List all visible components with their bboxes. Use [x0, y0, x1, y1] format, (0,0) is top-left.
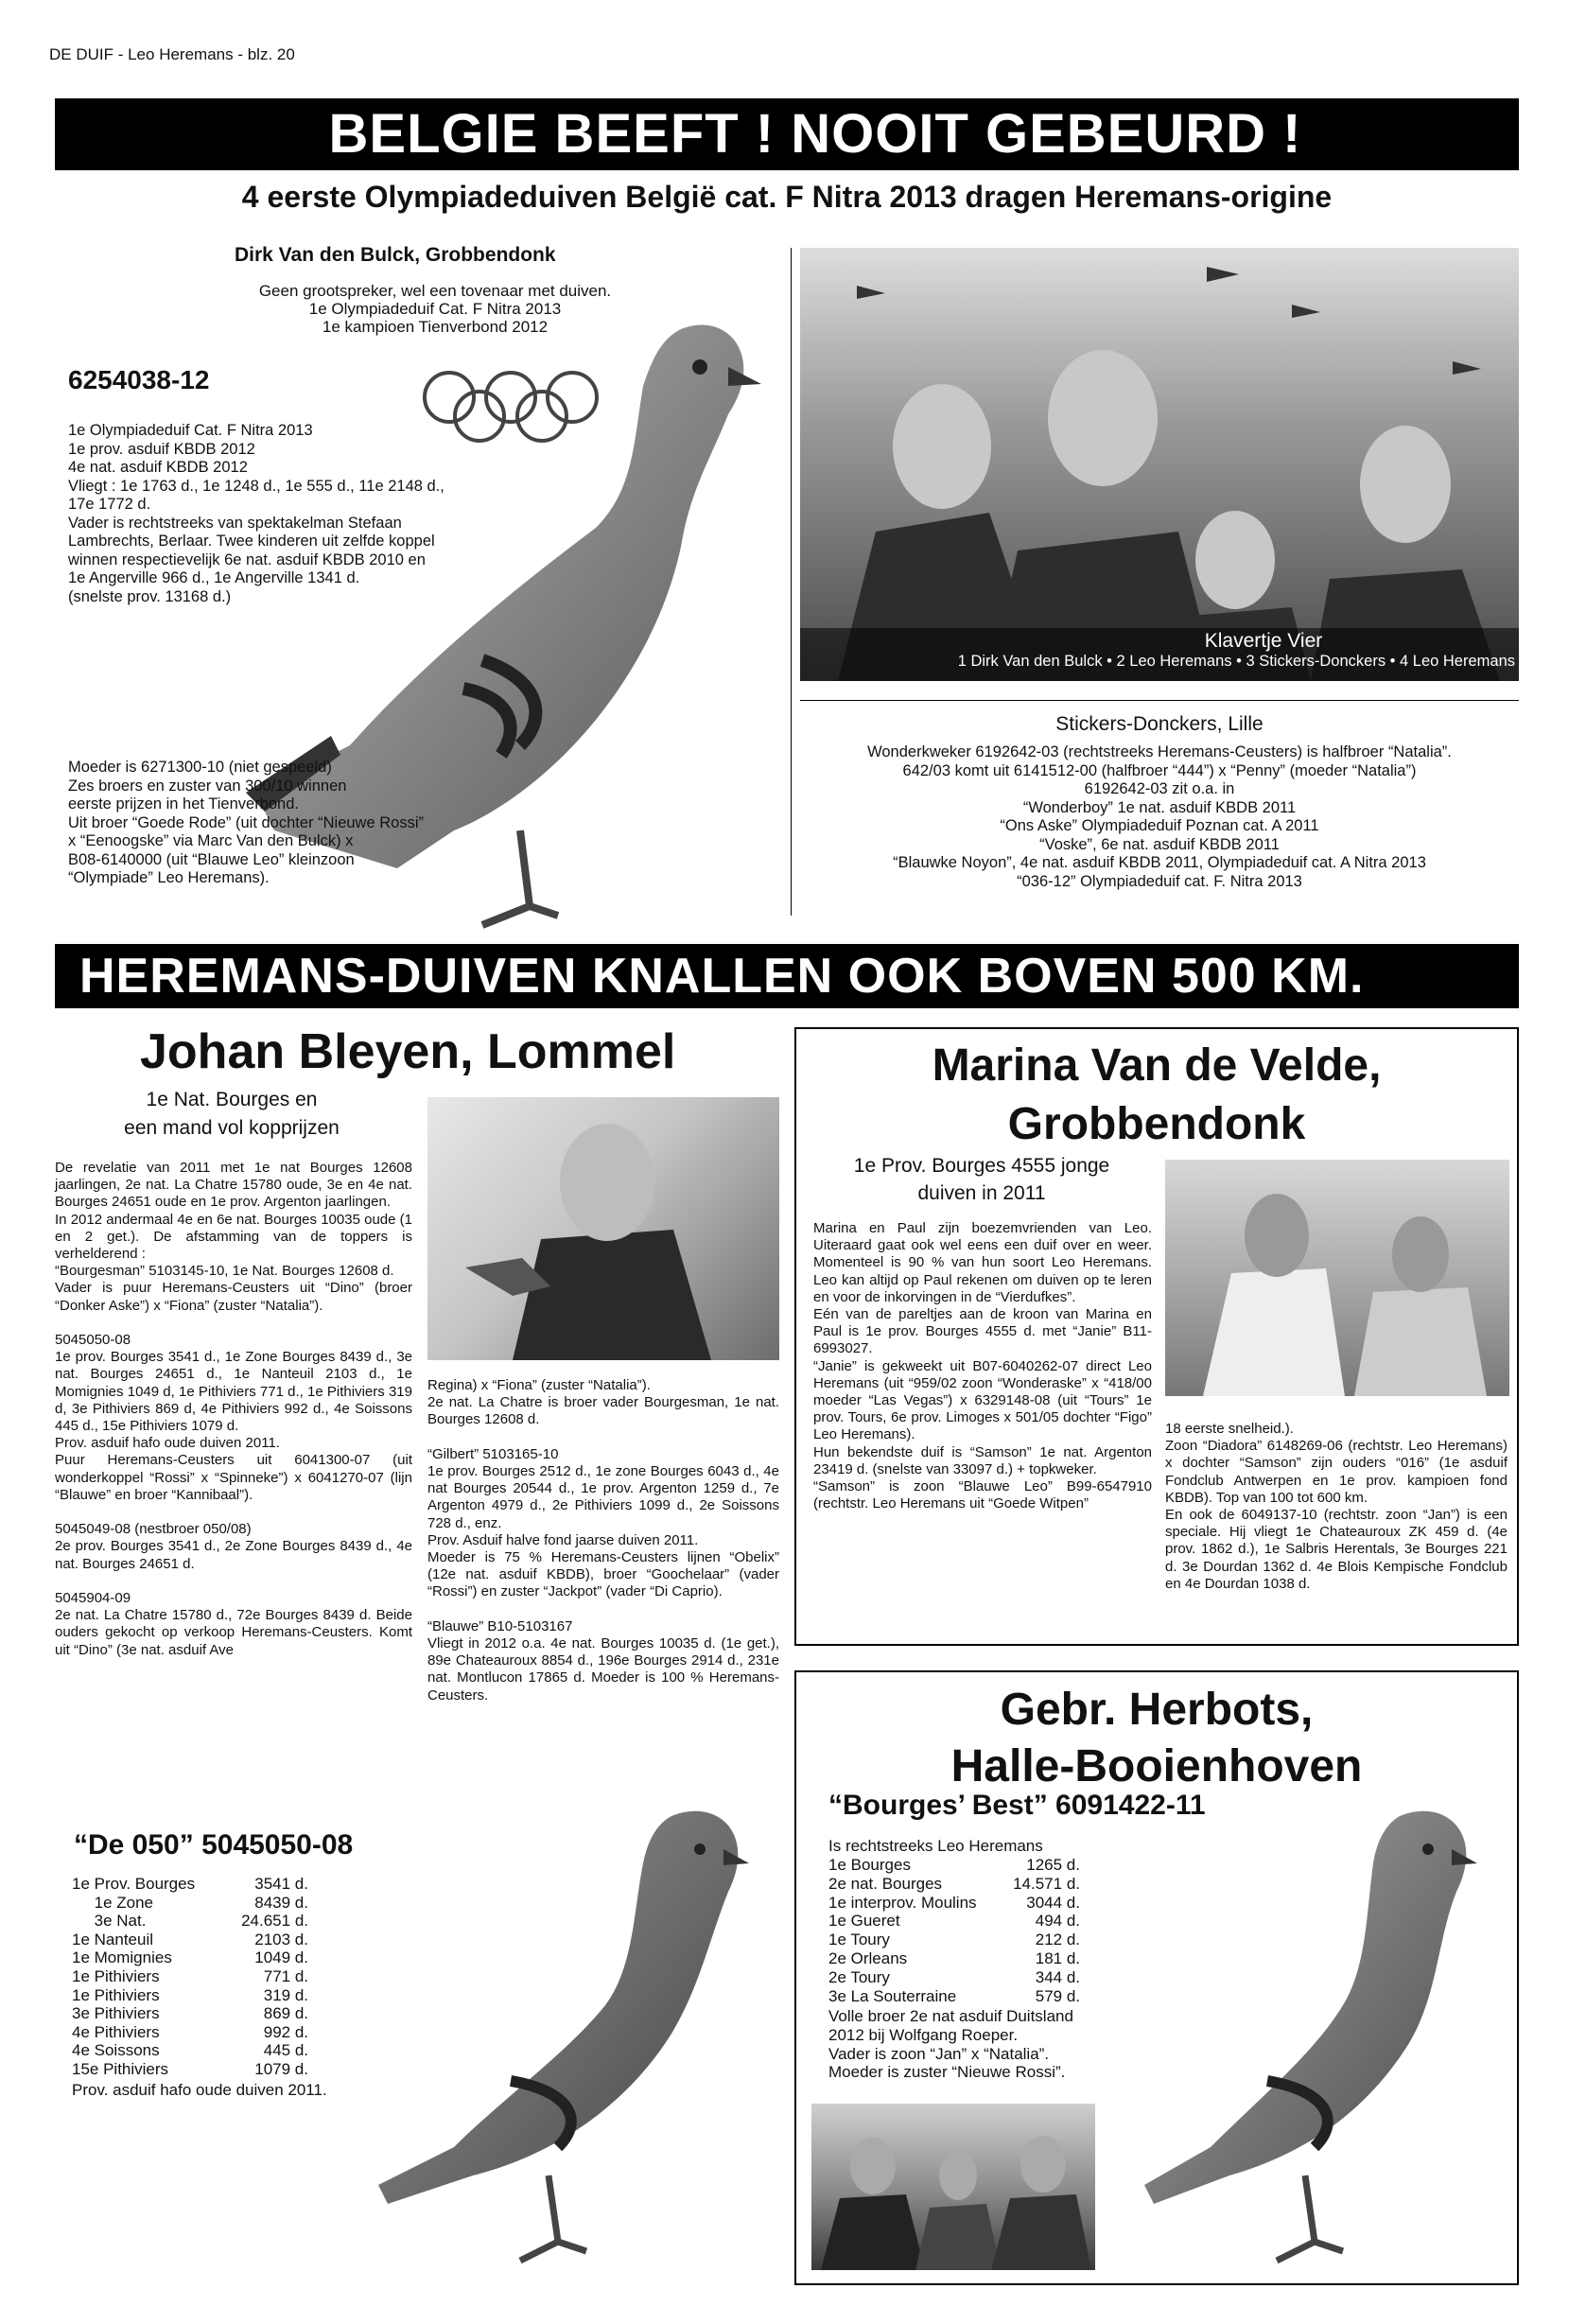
johan-tagline-line: 1e Nat. Bourges en [146, 1089, 318, 1110]
marina-photo-figures [1165, 1160, 1509, 1396]
dirk-mother-line: Uit broer “Goede Rode” (uit dochter “Nieuwe Rossi” [68, 813, 424, 831]
dirk-detail-line: winnen respectievelijk 6e nat. asduif KBDB 2010 en [68, 550, 426, 568]
row-label: 1e Nanteuil [72, 1930, 154, 1948]
dirk-detail-line: 1e Olympiadeduif Cat. F Nitra 2013 [68, 422, 313, 439]
stickers-line: “Voske”, 6e nat. asduif KBDB 2011 [1039, 835, 1280, 853]
herbots-table [828, 1856, 1080, 2005]
row-value: 3541 d. [254, 1875, 308, 1893]
dirk-details [68, 422, 541, 606]
subheadline: 4 eerste Olympiadeduiven België cat. F Nitra 2013 dragen Heremans-origine [241, 180, 1333, 214]
row-value: 212 d. [1035, 1931, 1080, 1949]
de050-table [72, 1875, 308, 2079]
johan-photo [427, 1097, 779, 1360]
running-head: DE DUIF - Leo Heremans - blz. 20 [49, 45, 295, 63]
table-row [828, 1931, 1080, 1949]
dirk-detail-line: Vliegt : 1e 1763 d., 1e 1248 d., 1e 555 d., 11e 2148 d., [68, 477, 444, 495]
dirk-intro-line: 1e Olympiadeduif Cat. F Nitra 2013 [308, 300, 562, 318]
marina-name-line: Grobbendonk [1007, 1099, 1306, 1149]
row-label: 1e Zone [72, 1893, 153, 1912]
pigeon-illustration-de050 [359, 1797, 785, 2270]
johan-photo-figure [427, 1097, 779, 1360]
row-value: 24.651 d. [241, 1912, 308, 1931]
row-value: 771 d. [263, 1966, 308, 1985]
herbots-name-line: Halle-Booienhoven [950, 1741, 1363, 1791]
marina-name [796, 1037, 1517, 1154]
johan-column-2: Regina) x “Fiona” (zuster “Natalia”). 2e nat. La Chatre is broer vader Bourgesman, 1e nat. Bourges 12608 d. “Gilbert” 5103165-10 1e prov. Bourges 2512 d., 1e zone Bourges 6043 d., 4e nat Bourges 20544 d., 1e prov. Argenton 1259 d., 7e Argenton 4979 d., 2e Pithiviers 1099 d., 2e Soissons 728 d., enz. Prov. Asduif halve fond jaarse duiven 2011. Moeder is 75 % Heremans-Ceusters lijnen “Obelix” (12e nat. asduif KBDB), broer “Goochelaar” (vader “Rossi”) en zuster “Jackpot” (vader “Di Caprio). “Blauwe” B10-5103167 Vliegt in 2012 o.a. 4e nat. Bourges 10035 d. (1e get.), 89e Chateauroux 8854 d., 196e Bourges 2914 d., 231e nat. Montlucon 17865 d. Moeder is 100 % Heremans-Ceusters. [427, 1377, 779, 1704]
herbots-name [796, 1682, 1517, 1795]
row-value: 1079 d. [254, 2059, 308, 2078]
stickers-line: “Blauwke Noyon”, 4e nat. asduif KBDB 2011, Olympiadeduif cat. A Nitra 2013 [893, 854, 1426, 871]
row-value: 494 d. [1035, 1912, 1080, 1931]
row-value: 1265 d. [1026, 1856, 1080, 1874]
dirk-detail-line: Lambrechts, Berlaar. Twee kinderen uit zelfde koppel [68, 533, 435, 550]
herbots-pigeon-title: “Bourges’ Best” 6091422-11 [828, 1790, 1206, 1821]
caption-sub: 1 Dirk Van den Bulck • 2 Leo Heremans • 3 Stickers-Donckers • 4 Leo Heremans [957, 653, 1515, 670]
stickers-line: 642/03 komt uit 6141512-00 (halfbroer “444”) x “Penny” (moeder “Natalia”) [902, 761, 1417, 779]
table-row [72, 1875, 308, 1894]
row-value: 14.571 d. [1013, 1874, 1080, 1893]
stickers-line: “036-12” Olympiadeduif cat. F. Nitra 2013 [1017, 872, 1302, 890]
table-row [828, 1987, 1080, 2006]
herbots-after-line: Vader is zoon “Jan” x “Natalia”. [828, 2044, 1050, 2063]
row-label: 1e interprov. Moulins [828, 1893, 977, 1912]
stickers-name: Stickers-Donckers, Lille [1055, 713, 1264, 735]
row-label: 3e Pithiviers [72, 2004, 160, 2023]
table-row [72, 2060, 308, 2079]
table-row [72, 1894, 308, 1913]
herbots-name-line: Gebr. Herbots, [1000, 1685, 1314, 1735]
row-label: 4e Pithiviers [72, 2022, 160, 2041]
dirk-mother-line: eerste prijzen in het Tienverbond. [68, 795, 299, 813]
table-row [72, 2023, 308, 2042]
herbots-after-line: 2012 bij Wolfgang Roeper. [828, 2025, 1019, 2044]
row-value: 3044 d. [1026, 1893, 1080, 1912]
table-row [828, 1856, 1080, 1875]
dirk-mother-line: “Olympiade” Leo Heremans). [68, 869, 270, 886]
dirk-detail-line: (snelste prov. 13168 d.) [68, 587, 232, 605]
row-label: 1e Prov. Bourges [72, 1875, 196, 1893]
row-value: 8439 d. [254, 1893, 308, 1912]
row-label: 15e Pithiviers [72, 2059, 169, 2078]
dirk-intro-line: 1e kampioen Tienverbond 2012 [322, 318, 549, 336]
dirk-detail-line: Vader is rechtstreeks van spektakelman Stefaan [68, 514, 402, 532]
stickers-line: “Ons Aske” Olympiadeduif Poznan cat. A 2011 [1000, 817, 1319, 834]
johan-tagline-line: een mand vol kopprijzen [124, 1117, 340, 1139]
caption-title: Klavertje Vier [1204, 630, 1323, 652]
dirk-detail-line: 1e Angerville 966 d., 1e Angerville 1341 d. [68, 569, 360, 586]
dirk-mother [68, 759, 522, 888]
stickers-line: 6192642-03 zit o.a. in [1084, 780, 1235, 797]
column-divider [791, 248, 792, 916]
row-value: 445 d. [263, 2041, 308, 2060]
row-label: 2e nat. Bourges [828, 1874, 943, 1893]
dirk-mother-line: x “Eenoogske” via Marc Van den Bulck) x [68, 832, 354, 849]
dirk-name: Dirk Van den Bulck, Grobbendonk [235, 244, 556, 266]
section-divider [800, 700, 1519, 701]
herbots-photo [811, 2104, 1095, 2270]
section-banner: HEREMANS-DUIVEN KNALLEN OOK BOVEN 500 KM. [55, 944, 1519, 1008]
johan-column-1: De revelatie van 2011 met 1e nat Bourges 12608 jaarlingen, 2e nat. La Chatre 15780 oude, 3e en 4e nat. Bourges 24651 oude en 1e prov. Argenton jaarlingen. In 2012 andermaal 4e en 6e nat. Bourges 10035 oude (1 en 2 get.). De afstamming van de toppers is verhelderend : “Bourgesman” 5103145-10, 1e Nat. Bourges 12608 d. Vader is puur Heremans-Ceusters uit “Dino” (broer “Donker Aske”) x “Fiona” (zuster “Natalia”). 5045050-08 1e prov. Bourges 3541 d., 1e Zone Bourges 8439 d., 3e nat. Bourges 24651 d., 1e Nanteuil 2103 d., 1e Momignies 1049 d, 1e Pithiviers 771 d., 1e Pithiviers 319 d, 3e Pithiviers 869 d, 4e Pithiviers 992 d., 4e Soissons 445 d., 15e Pithiviers 1079 d. Prov. asduif hafo oude duiven 2011. Puur Heremans-Ceusters uit 6041300-07 (uit wonderkoppel “Rossi” x “Spinneke”) x 6041270-07 (lijn “Blauwe” en broer “Kannibaal”). 5045049-08 (nestbroer 050/08) 2e prov. Bourges 3541 d., 2e Zone Bourges 8439 d., 4e nat. Bourges 24651 d. 5045904-09 2e nat. La Chatre 15780 d., 72e Bourges 8439 d. Beide ouders gekocht op verkoop Heremans-Ceusters. Komt uit “Dino” (3e nat. asduif Ave [55, 1160, 412, 1658]
marina-column-2: 18 eerste snelheid.). Zoon “Diadora” 6148269-06 (rechtstr. Leo Heremans) x dochter “Samson” zijn ouders “016” (1e asduif Fondclub Antwerpen en 1e prov. kampioen fond KBDB). Top van 100 tot 600 km. En ook de 6049137-10 (rechtstr. zoon “Jan”) is een speciale. Hij vliegt 1e Chateauroux ZK 459 d. (4e prov. 1862 d.), 1e Salbris Herentals, 3e Bourges 221 d. 3e Dourdan 1362 d. 4e Blois Kempische Fondclub en 4e Dourdan 1038 d. [1165, 1421, 1508, 1592]
row-value: 319 d. [263, 1985, 308, 2004]
row-label: 1e Pithiviers [72, 1966, 160, 1985]
marina-name-line: Marina Van de Velde, [932, 1040, 1382, 1091]
dirk-mother-line: Moeder is 6271300-10 (niet gespeeld) [68, 759, 332, 776]
table-row [828, 1875, 1080, 1894]
herbots-after-line: Volle broer 2e nat asduif Duitsland [828, 2007, 1073, 2025]
dirk-detail-line: 4e nat. asduif KBDB 2012 [68, 459, 248, 476]
table-row [72, 1967, 308, 1986]
row-label: 3e Nat. [72, 1912, 147, 1931]
row-value: 344 d. [1035, 1967, 1080, 1986]
row-label: 4e Soissons [72, 2041, 160, 2060]
table-row [72, 1948, 308, 1967]
herbots-intro: Is rechtstreeks Leo Heremans [828, 1837, 1043, 1855]
table-row [828, 1968, 1080, 1987]
stickers-line: “Wonderboy” 1e nat. asduif KBDB 2011 [1022, 798, 1297, 816]
marina-tagline [811, 1152, 1152, 1207]
row-value: 992 d. [263, 2022, 308, 2041]
dirk-detail-line: 1e prov. asduif KBDB 2012 [68, 440, 255, 458]
row-value: 181 d. [1035, 1948, 1080, 1967]
table-row [72, 2004, 308, 2023]
herbots-after [828, 2007, 1141, 2082]
marina-tagline-line: 1e Prov. Bourges 4555 jonge [853, 1155, 1110, 1177]
row-label: 3e La Souterraine [828, 1986, 957, 2005]
table-row [72, 1931, 308, 1949]
de050-title: “De 050” 5045050-08 [74, 1829, 354, 1861]
herbots-photo-figures [811, 2104, 1095, 2270]
table-row [72, 1986, 308, 2005]
row-label: 1e Toury [828, 1931, 890, 1949]
table-row [72, 2041, 308, 2060]
marina-photo [1165, 1160, 1509, 1396]
row-value: 1049 d. [254, 1948, 308, 1967]
dirk-ring-number: 6254038-12 [68, 365, 210, 394]
stickers-text [800, 743, 1519, 891]
group-photo-caption-bar [800, 628, 1519, 681]
de050-footer: Prov. asduif hafo oude duiven 2011. [72, 2081, 327, 2099]
row-label: 1e Gueret [828, 1912, 900, 1931]
row-label: 2e Orleans [828, 1948, 908, 1967]
group-photo [800, 248, 1519, 681]
dirk-mother-line: B08-6140000 (uit “Blauwe Leo” kleinzoon [68, 850, 355, 868]
group-photo-figures [800, 248, 1519, 681]
johan-name: Johan Bleyen, Lommel [140, 1024, 676, 1079]
table-row [828, 1894, 1080, 1913]
dirk-mother-line: Zes broers en zuster van 300/10 winnen [68, 777, 347, 795]
row-label: 1e Pithiviers [72, 1985, 160, 2004]
marina-column-1: Marina en Paul zijn boezemvrienden van Leo. Uiteraard gaat ook wel eens een duif over en weer. Momenteel is 90 % van hun soort Leo Heremans. Leo kan altijd op Paul rekenen om duiven op te leren en voor de inkorvingen in de “Vierdufkes”. Eén van de pareltjes aan de kroon van Marina en Paul is 1e prov. Bourges 4555 d. met “Janie” B11-6993027. “Janie” is gekweekt uit B07-6040262-07 direct Leo Heremans (uit “959/02 zoon “Wonderaske” x “418/00 moeder “Las Vegas”) x 6329148-08 (uit “Tours” 1e prov. Tours, 6e prov. Limoges x 501/05 dochter “Figo” Leo Heremans). Hun bekendste duif is “Samson” 1e nat. Argenton 23419 d. (snelste van 33097 d.) + topkweker. “Samson” is zoon “Blauwe Leo” B99-6547910 (rechtstr. Leo Heremans uit “Goede Witpen” [813, 1220, 1152, 1512]
pigeon-illustration-herbots [1125, 1797, 1513, 2270]
herbots-after-line: Moeder is zuster “Nieuwe Rossi”. [828, 2063, 1066, 2082]
row-value: 579 d. [1035, 1986, 1080, 2005]
row-label: 2e Toury [828, 1967, 890, 1986]
headline-banner: BELGIE BEEFT ! NOOIT GEBEURD ! [55, 98, 1519, 170]
row-label: 1e Momignies [72, 1948, 172, 1967]
row-label: 1e Bourges [828, 1856, 911, 1874]
row-value: 2103 d. [254, 1930, 308, 1948]
stickers-line: Wonderkweker 6192642-03 (rechtstreeks Heremans-Ceusters) is halfbroer “Natalia”. [867, 743, 1452, 760]
johan-tagline [76, 1086, 388, 1143]
dirk-intro-line: Geen grootspreker, wel een tovenaar met duiven. [258, 282, 612, 300]
table-row [72, 1912, 308, 1931]
dirk-detail-line: 17e 1772 d. [68, 496, 151, 513]
table-row [828, 1912, 1080, 1931]
row-value: 869 d. [263, 2004, 308, 2023]
marina-tagline-line: duiven in 2011 [917, 1182, 1046, 1204]
table-row [828, 1949, 1080, 1968]
